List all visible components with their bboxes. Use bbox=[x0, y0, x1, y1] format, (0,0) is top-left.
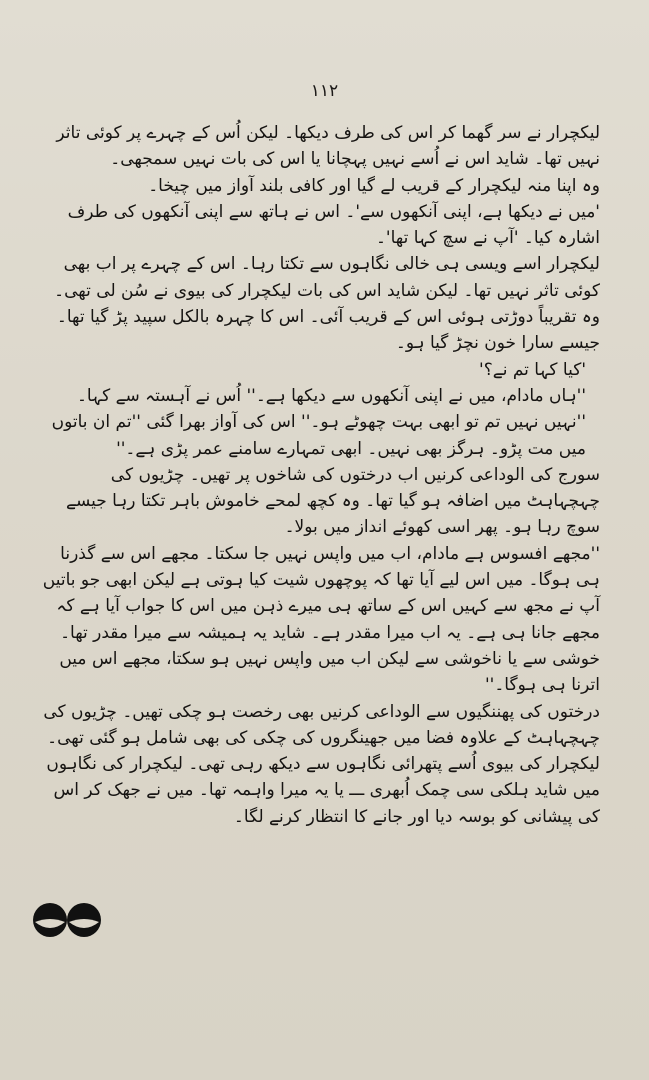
page-number: ۱۱۲ bbox=[310, 81, 339, 101]
paragraph-4: لیکچرار اسے ویسی ہی خالی نگاہوں سے تکتا رہا۔ اس کے چہرے پر اب بھی کوئی تاثر نہیں تھا۔ لیکن شاید اس کی بات لیکچرار کی بیوی نے سُن لی تھی۔ وہ تقریباً دوڑتی ہوئی اس کے قریب آئی۔ اس کا چہرہ بالکل سپید پڑ گیا تھا۔ جیسے سارا خون نچڑ گیا ہو۔ bbox=[54, 254, 600, 354]
paragraph-5: سورج کی الوداعی کرنیں اب درختوں کی شاخوں پر تھیں۔ چڑیوں کی چہچہاہٹ میں اضافہ ہو گیا تھا۔ وہ کچھ لمحے خاموش باہر تکتا رہا جیسے سوچ رہا ہو۔ پھر اسی کھوئے انداز میں بولا۔ bbox=[66, 464, 600, 538]
dialogue-line-3: ''نہیں نہیں تم تو ابھی بہت چھوٹے ہو۔'' اس کی آواز بھرا گئی ''تم ان باتوں میں مت پڑو۔ ہرگز بھی نہیں۔ ابھی تمہارے سامنے عمر پڑی ہے۔'' bbox=[51, 412, 586, 459]
paragraph-3: 'میں نے دیکھا ہے، اپنی آنکھوں سے'۔ اس نے ہاتھ سے اپنی آنکھوں کی طرف اشارہ کیا۔ 'آپ نے سچ کہا تھا'۔ bbox=[67, 201, 600, 249]
end-ornament-icon bbox=[30, 900, 106, 940]
dialogue-line-1: 'کیا کہا تم نے؟' bbox=[479, 359, 586, 380]
paragraph-7: درختوں کی پھننگیوں سے الوداعی کرنیں بھی رخصت ہو چکی تھیں۔ چڑیوں کی چہچہاہٹ کے علاوہ فضا میں جھینگروں کی چکی کی بھی شامل ہو گئی تھی۔ لیکچرار کی بیوی اُسے پتھرائی نگاہوں سے دیکھ رہی تھی۔ لیکچرار کی نگاہوں میں شاید ہلکی سی چمک اُبھری ـــ یا یہ میرا واہمہ تھا۔ میں نے جھک کر اس کی پیشانی کو بوسہ دیا اور جانے کا انتظار کرنے لگا۔ bbox=[43, 701, 600, 827]
page-body bbox=[40, 120, 600, 830]
paragraph-6: ''مجھے افسوس ہے مادام، اب میں واپس نہیں جا سکتا۔ مجھے اس سے گذرنا ہی ہوگا۔ میں اس لیے آیا تھا کہ پوچھوں شیت کیا ہوتی ہے لیکن ابھی جو باتیں آپ نے مجھ سے کہیں اس کے ساتھ ہی میرے ذہن میں اس کا جواب آیا ہے کہ مجھے جانا ہی ہے۔ یہ اب میرا مقدر ہے۔ شاید یہ ہمیشہ سے میرا مقدر تھا۔ خوشی سے یا ناخوشی سے لیکن اب میں واپس نہیں ہو سکتا، مجھے اس میں اترنا ہی ہوگا۔'' bbox=[42, 543, 600, 696]
paragraph-1: لیکچرار نے سر گھما کر اس کی طرف دیکھا۔ لیکن اُس کے چہرے پر کوئی تاثر نہیں تھا۔ شاید اس نے اُسے نہیں پہچانا یا اس کی بات نہیں سمجھی۔ bbox=[56, 123, 600, 170]
dialogue-line-2: ''ہاں مادام، میں نے اپنی آنکھوں سے دیکھا ہے۔'' اُس نے آہستہ سے کہا۔ bbox=[76, 385, 586, 406]
paragraph-2: وہ اپنا منہ لیکچرار کے قریب لے گیا اور کافی بلند آواز میں چیخا۔ bbox=[148, 175, 600, 196]
